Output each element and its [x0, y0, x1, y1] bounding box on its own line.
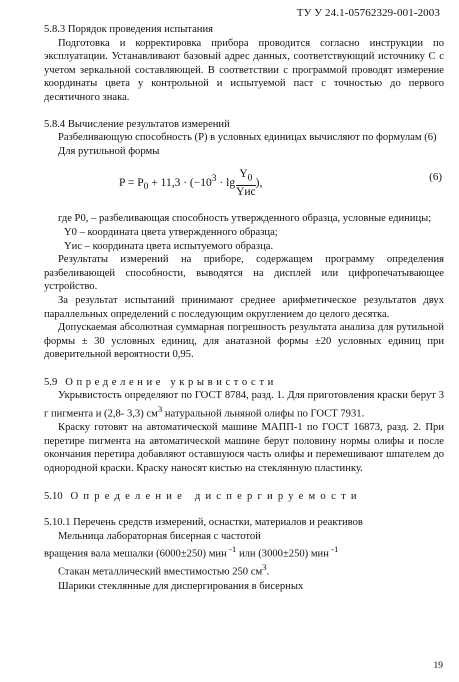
equipment-beaker: Стакан металлический вместимостью 250 $см^3$.	[58, 562, 270, 578]
definition-yis: Yис – координата цвета испытуемого образца.	[64, 240, 274, 252]
section-heading-5-9: 5.9 Определение укрывистости	[44, 376, 277, 388]
equipment-mill-line1: Мельница лабораторная бисерная с частотой	[58, 530, 261, 542]
equipment-glass-beads: Шарики стеклянные для диспергирования в бисерных	[58, 580, 304, 592]
paragraph-results-display: Результаты измерений на приборе, содержащем программу определения разбеливающей способности, выводятся на дисплей или цифропечатывающее устройство.	[44, 254, 444, 293]
equation-number: (6)	[429, 171, 442, 184]
equipment-mill-line2: вращения вала мешалки (6000±250) мин $^{-1}$ или (3000±250) мин $^{-1}$	[44, 544, 339, 560]
section-heading-5-10: 5.10 Определение диспергируемости	[44, 490, 362, 502]
definition-p0: где P0, – разбеливающая способность утвержденного образца, условные единицы;	[58, 213, 432, 225]
paragraph-whitening-calc: Разбеливающую способность (P) в условных единицах вычисляют по формулам (6)	[58, 132, 437, 144]
section-heading-5-10-1: 5.10.1 Перечень средств измерений, оснастки, материалов и реактивов	[44, 517, 363, 529]
formula-6	[44, 162, 444, 206]
rutile-form-label: Для рутильной формы	[58, 145, 160, 157]
paragraph-paint-prep: Краску готовят на автоматической машине МАПП-1 по ГОСТ 16873, разд. 2. При перетире пигмента на автоматической машине берут половину нормы олифы и после окончания перетира добавляют оставшуюся часть олифы и перемешивают шпателем до однородной краски. Краску наносят кистью на стеклянную пластинку.	[44, 422, 444, 474]
paragraph-hiding-power: Укрывистость определяют по ГОСТ 8784, разд. 1. Для приготовления краски берут 3 г пигмента и (2,8- 3,3) $см^3$ натуральной льняной олифы по ГОСТ 7931.	[44, 390, 444, 420]
document-body	[44, 23, 444, 593]
formula-fraction: $\frac{Y_0}{\text{Yис}}$	[236, 168, 256, 198]
section-heading-5-8-3: 5.8.3 Порядок проведения испытания	[44, 24, 213, 35]
page-number: 19	[433, 661, 443, 672]
paragraph-procedure: Подготовка и корректировка прибора проводится согласно инструкции по эксплуатации. Устанавливают базовый адрес данных, соответствующий источнику C с учетом зеркальной составляющей. В соответствии с программой проводят измерение координаты цвета у контрольной и испытуемой паст с точностью до первого десятичного знака.	[44, 37, 444, 103]
section-heading-5-8-4: 5.8.4 Вычисление результатов измерений	[44, 118, 230, 130]
definition-y0: Y0 – координата цвета утвержденного образца;	[64, 226, 278, 238]
paragraph-tolerance: Допускаемая абсолютная суммарная погрешность результата анализа для рутильной формы ± 30 условных единиц, для анатазной формы ±20 условных единиц при доверительной вероятности 0,95.	[44, 322, 444, 361]
paragraph-final-result: За результат испытаний принимают среднее арифметическое результатов двух параллельных определений с последующим округлением до целого десятка.	[44, 294, 444, 320]
formula-expression: $P = P_0 + 11,3 \cdot (-10^3 \cdot \lg$ $\frac{Y_0}{\text{Yис}}$ ),	[119, 168, 263, 198]
document-code: ТУ У 24.1-05762329-001-2003	[296, 7, 440, 19]
